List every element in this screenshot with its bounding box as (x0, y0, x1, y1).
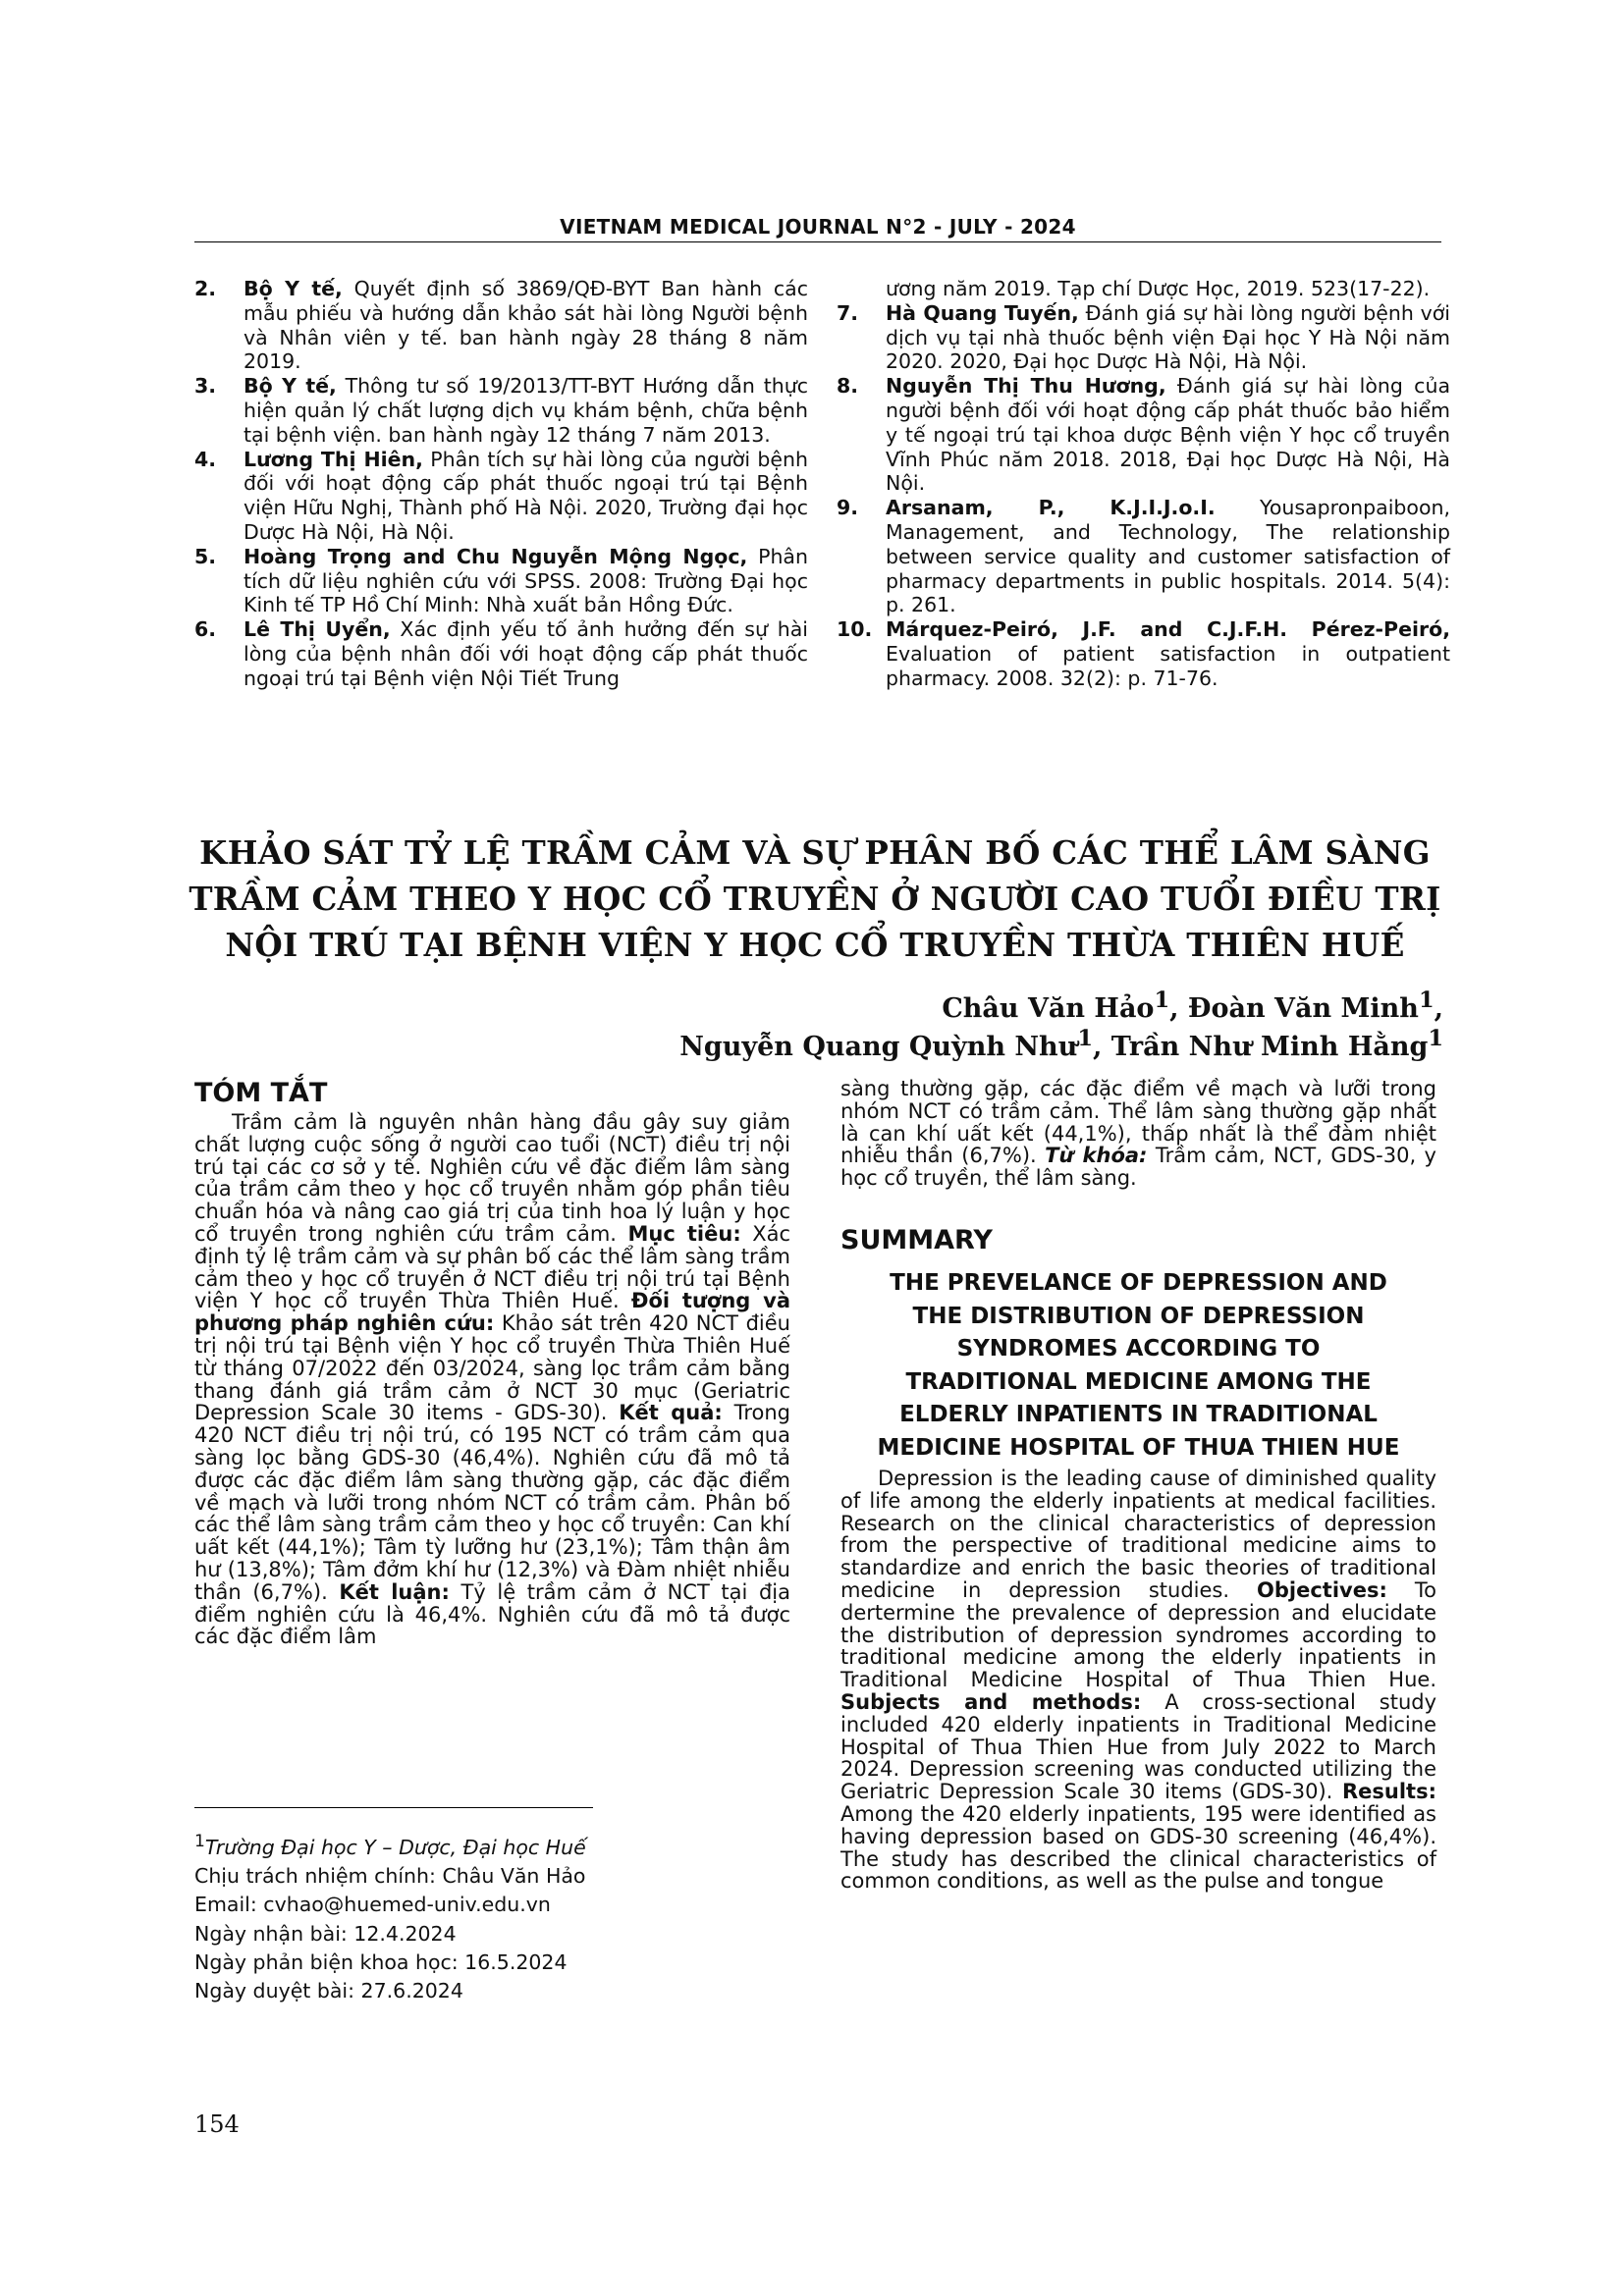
reference-author: Bộ Y tế, (244, 277, 343, 300)
reference-author: Bộ Y tế, (244, 374, 337, 399)
reference-author: Hoàng Trọng and Chu Nguyễn Mộng Ngọc, (244, 544, 748, 568)
reference-item (837, 617, 1450, 690)
author-affil-sup: 1 (1154, 988, 1170, 1013)
abstract-continued-text: sàng thường gặp, các đặc điểm về mạch và lưỡi trong nhóm NCT có trầm cảm. Thể lâm sàng thường gặp nhất là can khí uất kết (44,1%), thấp nhất là thể đàm nhiệt nhiễu thần (6,7%). (840, 1077, 1436, 1168)
summary-results-label: Results: (1342, 1780, 1436, 1804)
reference-text (886, 301, 1450, 374)
reference-body: Đánh giá sự hài lòng người bệnh với dịch vụ tại nhà thuốc bệnh viện Đại học Y Hà Nội năm 2020. 2020, Đại học Dược Hà Nội, Hà Nội. (886, 300, 1450, 374)
summary-title (840, 1267, 1436, 1466)
summary-body (840, 1468, 1436, 1893)
reference-number: 4. (194, 447, 217, 471)
reference-body: Quyết định số 3869/QĐ-BYT Ban hành các mẫu phiếu và hướng dẫn khảo sát hài lòng Người bệnh và Nhân viên y tế. ban hành ngày 28 tháng 8 năm 2019. (244, 277, 808, 374)
reference-body: Phân tích sự hài lòng của người bệnh đối với hoạt động cấp phát thuốc ngoại trú tại Bệnh viện Hữu Nghị, Thành phố Hà Nội. 2020, Trường đại học Dược Hà Nội, Hà Nội. (244, 447, 808, 544)
author-affil-sup: 1 (1418, 988, 1435, 1013)
abstract-vi-continued (840, 1078, 1436, 1190)
reference-body: Thông tư số 19/2013/TT-BYT Hướng dẫn thực hiện quản lý chất lượng dịch vụ khám bệnh, chữa bệnh tại bệnh viện. ban hành ngày 12 tháng 7 năm 2013. (244, 374, 808, 447)
summary-title-line: SYNDROMES ACCORDING TO (956, 1336, 1321, 1362)
reference-body: Yousapronpaiboon, Management, and Technology, The relationship between service quality and customer satisfaction of pharmacy departments in public hospitals. 2014. 5(4): p. 261. (886, 496, 1451, 617)
abstract-vi-body (194, 1111, 790, 1648)
objectives-label: Mục tiêu: (627, 1221, 741, 1246)
summary-objectives-label: Objectives: (1257, 1577, 1387, 1602)
reference-body: Đánh giá sự hài lòng của người bệnh đối với hoạt động cấp phát thuốc bảo hiểm y tế ngoại trú tại khoa dược Bệnh viện Y học cổ truyền Vĩnh Phúc năm 2018. 2018, Đại học Dược Hà Nội, Hà Nội. (886, 374, 1451, 496)
reference-body: Phân tích dữ liệu nghiên cứu với SPSS. 2008: Trường Đại học Kinh tế TP Hồ Chí Minh: Nhà xuất bản Hồng Đức. (244, 544, 808, 617)
results-text: Trong 420 NCT điều trị nội trú, có 195 NCT có trầm cảm qua sàng lọc bằng GDS-30 (46,4%). Nghiên cứu đã mô tả được các đặc điểm lâm sàng thường gặp, các đặc điểm về mạch và lưỡi trong nhóm NCT có trầm cảm. Phân bố các thể lâm sàng trầm cảm theo y học cổ truyền: Can khí uất kết (44,1%); Tâm tỳ lưỡng hư (23,1%); Tâm thận âm hư (13,8%); Tâm đởm khí hư (12,3%) và Đàm nhiệt nhiễu thần (6,7%). (194, 1401, 791, 1604)
abstract-intro: Trầm cảm là nguyên nhân hàng đầu gây suy giảm chất lượng cuộc sống ở người cao tuổi (NCT) điều trị nội trú tại các cơ sở y tế. Nghiên cứu về đặc điểm lâm sàng của trầm cảm theo y học cổ truyền nhằm góp phần tiêu chuẩn hóa và nâng cao giá trị của tinh hoa lý luận y học cổ truyền trong nghiên cứu trầm cảm. (194, 1110, 790, 1246)
reference-text (244, 374, 808, 447)
reference-number: 7. (837, 300, 859, 325)
reference-item (194, 545, 808, 617)
summary-title-line: THE PREVELANCE OF DEPRESSION AND (890, 1270, 1387, 1296)
title-line-1: KHẢO SÁT TỶ LỆ TRẦM CẢM VÀ SỰ PHÂN BỐ CÁC THỂ LÂM SÀNG (199, 833, 1431, 872)
header-rule (194, 241, 1441, 242)
author-affil-sup: 1 (1077, 1026, 1093, 1051)
reference-item (837, 374, 1450, 496)
summary-methods-text: A cross-sectional study included 420 elderly inpatients in Traditional Medicine Hospital of Thua Thien Hue from July 2022 to March 2024. Depression screening was conducted utilizing the Geriatric Depression Scale 30 items (GDS-30). (840, 1689, 1437, 1804)
summary-title-line: ELDERLY INPATIENTS IN TRADITIONAL (899, 1402, 1378, 1428)
authors-line-1: Châu Văn Hảo$^1$, Đoàn Văn Minh$^1$, (942, 988, 1443, 1024)
references-left (194, 277, 808, 691)
reference-author: Márquez-Peiró, J.F. and C.J.F.H. Pérez-Peiró, (886, 617, 1450, 642)
summary-methods-label: Subjects and methods: (840, 1689, 1142, 1714)
summary-title-line: MEDICINE HOSPITAL OF THUA THIEN HUE (877, 1434, 1400, 1461)
conclusion-label: Kết luận: (339, 1579, 450, 1604)
reference-author: Arsanam, P., K.J.I.J.o.I. (886, 496, 1216, 520)
reference-author: Hà Quang Tuyến, (886, 300, 1079, 325)
title-line-3: NỘI TRÚ TẠI BỆNH VIỆN Y HỌC CỔ TRUYỀN THỪA THIÊN HUẾ (225, 926, 1405, 964)
reference-body: Xác định yếu tố ảnh hưởng đến sự hài lòng của bệnh nhân đối với hoạt động cấp phát thuốc ngoại trú tại Bệnh viện Nội Tiết Trung (244, 617, 808, 690)
reference-text (886, 617, 1450, 690)
reference-text (244, 448, 808, 545)
reference-item (837, 496, 1450, 617)
reference-item (194, 277, 808, 374)
author-affil-sup: 1 (1428, 1026, 1443, 1051)
authors-line-2: Nguyễn Quang Quỳnh Như$^1$, Trần Như Minh Hằng$^1$ (679, 1026, 1443, 1062)
methods-label: Đối tượng và phương pháp nghiên cứu: (194, 1289, 790, 1336)
journal-header: VIETNAM MEDICAL JOURNAL N°2 - JULY - 2024 (560, 215, 1076, 239)
reference-author: Lương Thị Hiên, (244, 447, 423, 471)
reference-number: 3. (194, 374, 217, 399)
affil-sup: 1 (194, 1832, 205, 1851)
footnotes (194, 1828, 705, 2006)
reference-text (244, 545, 808, 617)
author-name: Nguyễn Quang Quỳnh Như (679, 1032, 1078, 1062)
abstract-vi-heading (194, 1078, 327, 1108)
reference-author: Nguyễn Thị Thu Hương, (886, 374, 1166, 399)
references-right (837, 277, 1450, 691)
summary-objectives-text: To dertermine the prevalence of depression and elucidate the distribution of depression syndromes according to traditional medicine among the elderly inpatients in Traditional Medicine Hospital of Thua Thien Hue. (840, 1577, 1436, 1692)
reference-text (886, 496, 1450, 617)
objectives-text: Xác định tỷ lệ trầm cảm và sự phân bố các thể lâm sàng trầm cảm theo y học cổ truyền ở NCT điều trị nội trú tại Bệnh viện Y học cổ truyền Thừa Thiên Huế. (194, 1221, 791, 1313)
summary-title-line: TRADITIONAL MEDICINE AMONG THE (905, 1368, 1372, 1395)
reference-item (194, 374, 808, 447)
reference-item (194, 617, 808, 690)
reference-item (194, 448, 808, 545)
reference-number: 2. (194, 277, 217, 300)
reference-number: 5. (194, 544, 217, 568)
footnote-received: Ngày nhận bài: 12.4.2024 (194, 1921, 457, 1946)
methods-text: Khảo sát trên 420 NCT điều trị nội trú tại Bệnh viện Y học cổ truyền Thừa Thiên Huế từ tháng 07/2022 đến 03/2024, sàng lọc trầm cảm bằng thang đánh giá trầm cảm ở NCT 30 mục (Geriatric Depression Scale 30 items - GDS-30). (194, 1311, 790, 1425)
keywords-label: Từ khóa: (1045, 1144, 1148, 1168)
reference-text (244, 617, 808, 690)
abstract-heading-text: TÓM TẮT (194, 1078, 328, 1108)
footnote-email: Email: cvhao@huemed-univ.edu.vn (194, 1893, 551, 1917)
reference-number: 10. (837, 617, 873, 642)
reference-item (837, 301, 1450, 374)
reference-number: 6. (194, 617, 217, 642)
summary-intro: Depression is the leading cause of diminished quality of life among the elderly inpatients at medical facilities. Research on the clinical characteristics of depression from the perspective of traditional medicine aims to standardize and enrich the basic theories of traditional medicine in depression studies. (840, 1467, 1436, 1602)
reference-author: Lê Thị Uyển, (244, 617, 391, 642)
results-label: Kết quả: (619, 1401, 723, 1425)
reference-text (244, 277, 808, 374)
title-line-2: TRẦM CẢM THEO Y HỌC CỔ TRUYỀN Ở NGƯỜI CAO TUỔI ĐIỀU TRỊ (189, 880, 1441, 918)
reference-body: Evaluation of patient satisfaction in outpatient pharmacy. 2008. 32(2): p. 71-76. (886, 641, 1450, 690)
summary-results-text: Among the 420 elderly inpatients, 195 were identified as having depression based on GDS-30 screening (46,4%). The study has described the clinical characteristics of common conditions, as well as the pulse and tongue (840, 1801, 1436, 1894)
affil-text: Trường Đại học Y – Dược, Đại học Huế (204, 1835, 586, 1859)
author-name: Châu Văn Hảo (942, 993, 1155, 1024)
page-number: 154 (194, 2110, 240, 2138)
reference-6-continued: ương năm 2019. Tạp chí Dược Học, 2019. 523(17-22). (886, 277, 1431, 300)
footnote-affiliation (194, 1828, 705, 1862)
footnote-accepted: Ngày duyệt bài: 27.6.2024 (194, 1979, 463, 2003)
summary-heading-text: SUMMARY (840, 1225, 993, 1255)
footnote-corresponding: Chịu trách nhiệm chính: Châu Văn Hảo (194, 1864, 586, 1889)
summary-heading (840, 1225, 993, 1255)
author-name: Đoàn Văn Minh (1187, 993, 1419, 1024)
reference-number: 8. (837, 374, 859, 399)
footnote-rule (194, 1807, 593, 1808)
footnote-reviewed: Ngày phản biện khoa học: 16.5.2024 (194, 1950, 568, 1975)
author-name: Trần Như Minh Hằng (1110, 1032, 1429, 1062)
conclusion-text: Tỷ lệ trầm cảm ở NCT tại địa điểm nghiên cứu là 46,4%. Nghiên cứu đã mô tả được các đặc điểm lâm (194, 1579, 790, 1649)
reference-number: 9. (837, 496, 859, 520)
keywords-text: Trầm cảm, NCT, GDS-30, y học cổ truyền, thể lâm sàng. (840, 1144, 1436, 1191)
article-title (147, 829, 1483, 968)
summary-title-line: THE DISTRIBUTION OF DEPRESSION (912, 1303, 1365, 1329)
reference-text (886, 374, 1450, 496)
